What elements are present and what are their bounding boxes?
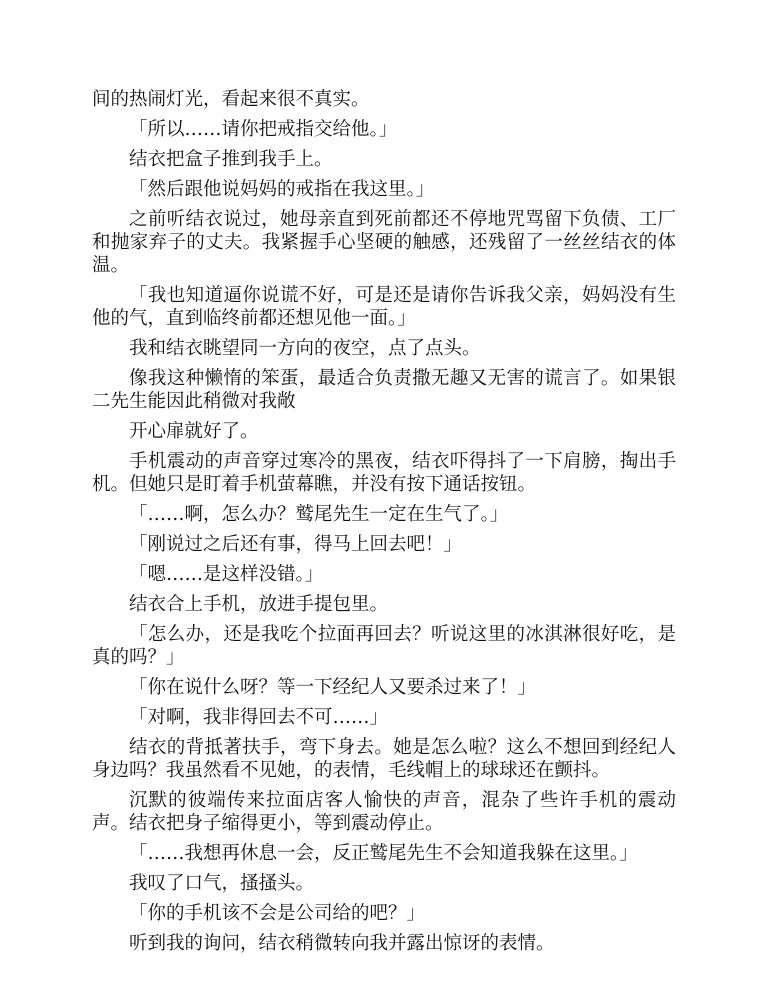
paragraph: 「刚说过之后还有事，得马上回去吧！」 bbox=[129, 534, 463, 555]
paragraph: 我叹了口气，搔搔头。 bbox=[129, 873, 315, 894]
paragraph: 结衣的背抵著扶手，弯下身去。她是怎么啦？这么不想回到经纪人身边吗？我虽然看不见她，的表情，毛线帽上的球球还在颤抖。 bbox=[92, 737, 676, 781]
paragraph: 「嗯……是这样没错。」 bbox=[129, 564, 324, 585]
paragraph: 间的热闹灯光，看起来很不真实。 bbox=[92, 89, 370, 110]
book-page bbox=[92, 88, 676, 962]
paragraph: 结衣合上手机，放进手提包里。 bbox=[129, 594, 389, 615]
paragraph: 「我也知道逼你说谎不好，可是还是请你告诉我父亲，妈妈没有生他的气，直到临终前都还想见他一面。」 bbox=[92, 285, 676, 329]
paragraph: 「……我想再休息一会，反正鹫尾先生不会知道我躲在这里。」 bbox=[129, 843, 638, 864]
paragraph: 「……啊，怎么办？鹫尾先生一定在生气了。」 bbox=[129, 504, 509, 525]
paragraph: 「然后跟他说妈妈的戒指在我这里。」 bbox=[129, 179, 435, 200]
paragraph: 沉默的彼端传来拉面店客人愉快的声音，混杂了些许手机的震动声。结衣把身子缩得更小，等到震动停止。 bbox=[92, 790, 676, 834]
paragraph: 「所以……请你把戒指交给他。」 bbox=[129, 119, 398, 140]
paragraph: 手机震动的声音穿过寒冷的黑夜，结衣吓得抖了一下肩膀，掏出手机。但她只是盯着手机萤幕瞧，并没有按下通话按钮。 bbox=[92, 451, 676, 495]
paragraph: 「怎么办，还是我吃个拉面再回去？听说这里的冰淇淋很好吃，是真的吗？」 bbox=[92, 624, 676, 668]
paragraph: 我和结衣眺望同一方向的夜空，点了点头。 bbox=[129, 338, 481, 359]
paragraph: 听到我的询问，结衣稍微转向我并露出惊讶的表情。 bbox=[129, 933, 555, 954]
paragraph: 结衣把盒子推到我手上。 bbox=[129, 149, 333, 170]
paragraph: 开心扉就好了。 bbox=[129, 421, 259, 442]
paragraph: 像我这种懒惰的笨蛋，最适合负责撒无趣又无害的谎言了。如果银二先生能因此稍微对我敞 bbox=[92, 368, 676, 412]
paragraph: 「你的手机该不会是公司给的吧？」 bbox=[129, 903, 426, 924]
paragraph: 「对啊，我非得回去不可……」 bbox=[129, 707, 389, 728]
paragraph: 之前听结衣说过，她母亲直到死前都还不停地咒骂留下负债、工厂和抛家弃子的丈夫。我紧握手心坚硬的触感，还残留了一丝丝结衣的体温。 bbox=[92, 209, 676, 276]
paragraph: 「你在说什么呀？等一下经纪人又要杀过来了！」 bbox=[129, 677, 537, 698]
